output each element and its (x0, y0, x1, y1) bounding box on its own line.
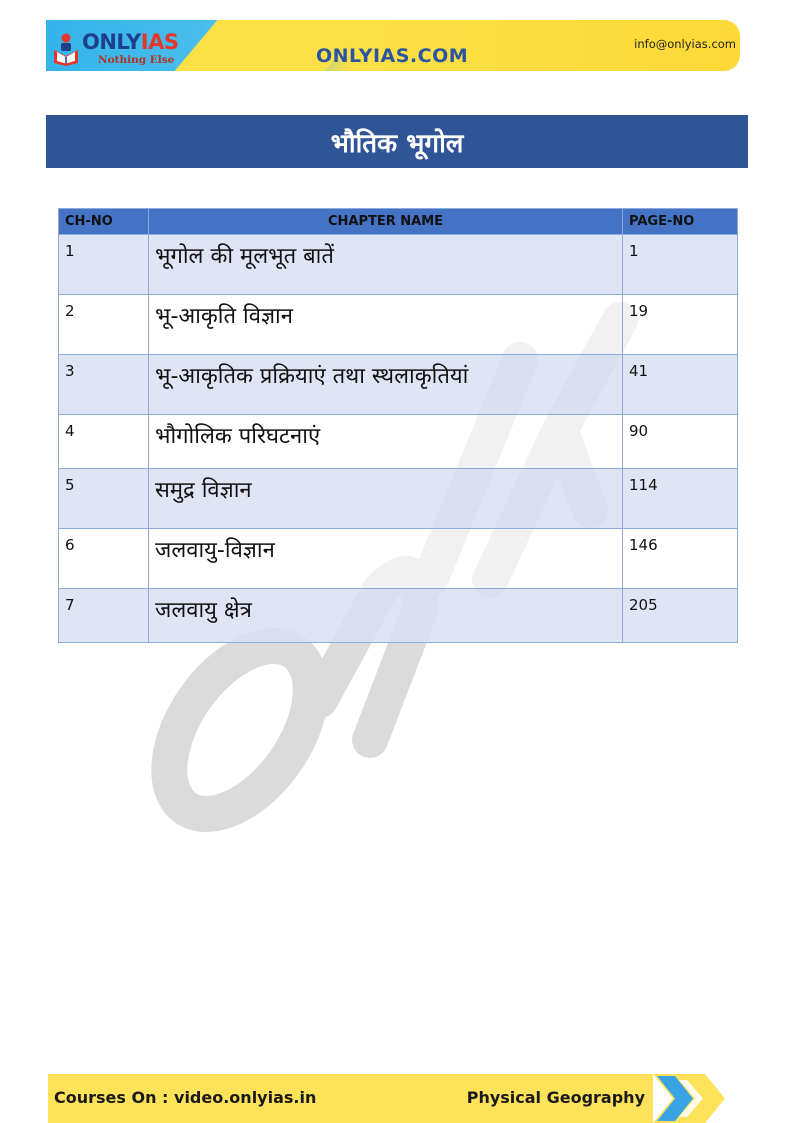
chapter-name: भूगोल की मूलभूत बातें (149, 235, 623, 295)
table-row[interactable] (59, 469, 738, 529)
graduate-book-icon (52, 32, 80, 66)
site-name[interactable]: ONLYIAS.COM (316, 45, 469, 67)
onlyias-logo[interactable] (52, 30, 182, 70)
chapter-number: 2 (59, 295, 149, 355)
table-row[interactable] (59, 529, 738, 589)
chapter-name: समुद्र विज्ञान (149, 469, 623, 529)
page-number: 146 (623, 529, 738, 589)
chapter-number: 3 (59, 355, 149, 415)
page-number: 41 (623, 355, 738, 415)
table-row[interactable] (59, 589, 738, 643)
page-number: 114 (623, 469, 738, 529)
header-chapter-name: CHAPTER NAME (149, 209, 623, 235)
logo-tagline: Nothing Else (98, 54, 175, 66)
table-row[interactable] (59, 415, 738, 469)
page-number: 90 (623, 415, 738, 469)
footer-band (48, 1074, 653, 1123)
chapter-number: 4 (59, 415, 149, 469)
header-ch-no: CH-NO (59, 209, 149, 235)
chapter-name: जलवायु क्षेत्र (149, 589, 623, 643)
chapter-name: भू-आकृतिक प्रक्रियाएं तथा स्थलाकृतियां (149, 355, 623, 415)
chapter-number: 1 (59, 235, 149, 295)
table-row[interactable] (59, 235, 738, 295)
courses-link[interactable]: Courses On : video.onlyias.in (54, 1088, 317, 1107)
page-title-bar (46, 115, 748, 168)
page-number: 1 (623, 235, 738, 295)
table-header-row (59, 209, 738, 235)
table-row[interactable] (59, 295, 738, 355)
page-number: 19 (623, 295, 738, 355)
chapter-name: जलवायु-विज्ञान (149, 529, 623, 589)
logo-wordmark: ONLYIAS (82, 30, 179, 54)
chapter-number: 5 (59, 469, 149, 529)
chapter-number: 6 (59, 529, 149, 589)
chapter-table (58, 208, 738, 643)
table-row[interactable] (59, 355, 738, 415)
header-page-no: PAGE-NO (623, 209, 738, 235)
chapter-number: 7 (59, 589, 149, 643)
page-title: भौतिक भूगोल (330, 128, 464, 159)
chapter-name: भौगोलिक परिघटनाएं (149, 415, 623, 469)
chapter-name: भू-आकृति विज्ञान (149, 295, 623, 355)
email-address[interactable]: info@onlyias.com (634, 37, 736, 51)
subject-label: Physical Geography (466, 1088, 645, 1107)
page-number: 205 (623, 589, 738, 643)
chevron-right-icon (653, 1074, 733, 1123)
